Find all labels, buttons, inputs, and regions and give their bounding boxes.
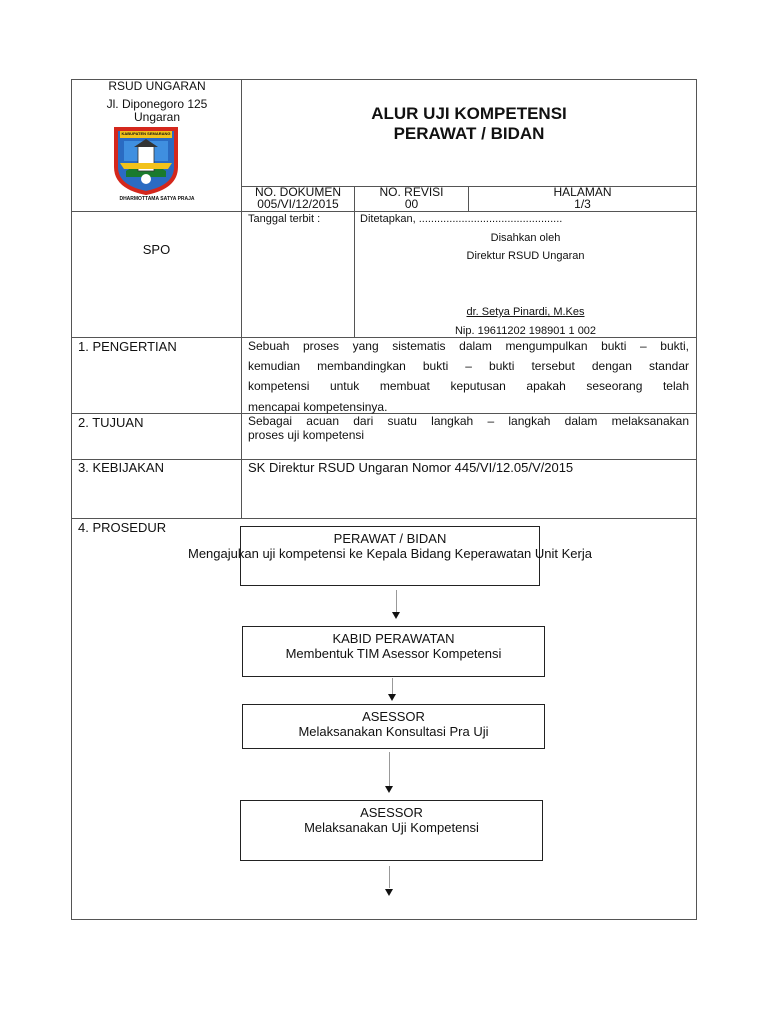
flow-connector-1 bbox=[396, 590, 397, 612]
tujuan-line-2: proses uji kompetensi bbox=[248, 428, 365, 442]
logo-banner-text: KABUPATEN SEMARANG bbox=[121, 131, 171, 136]
pengertian-line-2: kemudian membandingkan bukti – bukti tersebut dengan standar bbox=[248, 359, 689, 373]
issue-date-label: Tanggal terbit : bbox=[248, 213, 321, 225]
section-kebijakan-label: 3. KEBIJAKAN bbox=[78, 460, 164, 475]
flow-step-3-action: Melaksanakan Konsultasi Pra Uji bbox=[298, 724, 489, 739]
flow-connector-2 bbox=[392, 678, 393, 694]
revision-label: NO. REVISI bbox=[379, 185, 444, 199]
document-title-line-2: PERAWAT / BIDAN bbox=[393, 124, 545, 143]
flow-step-3 bbox=[242, 704, 545, 749]
logo-motto: DHARMOTTAMA SATYA PRAJA bbox=[119, 196, 195, 202]
arrow-down-icon bbox=[385, 786, 393, 793]
document-title-line-1: ALUR UJI KOMPETENSI bbox=[371, 104, 567, 123]
pengertian-line-1: Sebuah proses yang sistematis dalam mengumpulkan bukti – bukti, bbox=[248, 339, 689, 353]
section-prosedur-label: 4. PROSEDUR bbox=[78, 520, 167, 535]
page-value: 1/3 bbox=[574, 197, 591, 211]
flow-step-3-role: ASESSOR bbox=[362, 709, 425, 724]
hospital-name: RSUD UNGARAN bbox=[108, 79, 206, 93]
flow-step-1-action: Mengajukan uji kompetensi ke Kepala Bidang Keperawatan Unit Kerja bbox=[188, 546, 592, 561]
border-right bbox=[696, 79, 697, 920]
arrow-down-icon bbox=[388, 694, 396, 701]
flow-step-2-role: KABID PERAWATAN bbox=[332, 631, 455, 646]
flow-step-4-role: ASESSOR bbox=[360, 805, 423, 820]
section-tujuan-label: 2. TUJUAN bbox=[78, 415, 144, 430]
director-title: Direktur RSUD Ungaran bbox=[466, 250, 585, 262]
approved-by-label: Disahkan oleh bbox=[490, 232, 561, 244]
hospital-address-2: Ungaran bbox=[133, 110, 181, 124]
established-label: Ditetapkan, ............................................... bbox=[360, 213, 563, 225]
border-left bbox=[71, 79, 72, 920]
flow-step-2 bbox=[242, 626, 545, 677]
page-label: HALAMAN bbox=[553, 185, 612, 199]
spo-label: SPO bbox=[142, 242, 171, 257]
row-divider-prosedur-top bbox=[71, 518, 697, 519]
flow-connector-3 bbox=[389, 752, 390, 786]
director-name: dr. Setya Pinardi, M.Kes bbox=[466, 306, 585, 318]
director-nip: Nip. 19611202 198901 1 002 bbox=[454, 325, 597, 337]
doc-number-label: NO. DOKUMEN bbox=[254, 185, 341, 199]
arrow-down-icon bbox=[392, 612, 400, 619]
doc-number-value: 005/VI/12/2015 bbox=[257, 197, 339, 211]
pengertian-line-3: kompetensi untuk membuat keputusan apakah seseorang telah bbox=[248, 379, 689, 393]
kabupaten-emblem-icon bbox=[108, 127, 184, 195]
hospital-address-1: Jl. Diponegoro 125 bbox=[106, 97, 208, 111]
revision-value: 00 bbox=[404, 197, 419, 211]
border-bottom bbox=[71, 919, 697, 920]
flow-step-1-role: PERAWAT / BIDAN bbox=[333, 531, 447, 546]
flow-connector-4 bbox=[389, 866, 390, 888]
flow-step-4 bbox=[240, 800, 543, 861]
flow-step-4-action: Melaksanakan Uji Kompetensi bbox=[304, 820, 479, 835]
kebijakan-text: SK Direktur RSUD Ungaran Nomor 445/VI/12.05/V/2015 bbox=[248, 460, 574, 475]
flow-step-2-action: Membentuk TIM Asessor Kompetensi bbox=[285, 646, 502, 661]
hospital-logo bbox=[108, 127, 184, 195]
arrow-down-icon bbox=[385, 889, 393, 896]
section-pengertian-label: 1. PENGERTIAN bbox=[78, 339, 177, 354]
column-divider bbox=[241, 79, 242, 519]
pengertian-line-4: mencapai kompetensinya. bbox=[248, 400, 388, 414]
tujuan-line-1: Sebagai acuan dari suatu langkah – langkah dalam melaksanakan bbox=[248, 414, 689, 428]
